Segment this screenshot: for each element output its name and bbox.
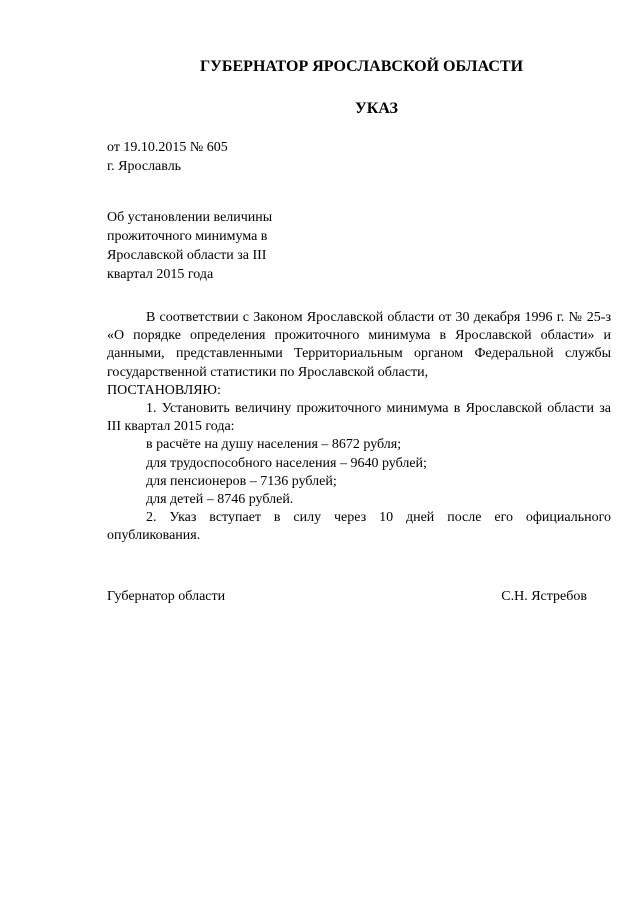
value-working-age: для трудоспособного населения – 9640 рублей; <box>146 455 427 471</box>
value-pensioners: для пенсионеров – 7136 рублей; <box>146 473 337 489</box>
value-children: для детей – 8746 рублей. <box>146 492 294 508</box>
document-meta <box>107 138 228 176</box>
item-1-paragraph: 1. Установить величину прожиточного минимума в Ярославской области за III квартал 2015 года: <box>107 401 611 435</box>
item-2-paragraph: 2. Указ вступает в силу через 10 дней после его официального опубликования. <box>107 510 611 544</box>
city: г. Ярославль <box>107 159 182 174</box>
document-subject: Об установлении величины прожиточного минимума в Ярославской области за III квартал 2015 года <box>107 210 273 282</box>
signatory-name: С.Н. Ястребов <box>501 589 587 604</box>
date-and-number: от 19.10.2015 № 605 <box>107 140 228 155</box>
document-body <box>107 309 611 546</box>
document-type: УКАЗ <box>355 100 398 117</box>
preamble-paragraph: В соответствии с Законом Ярославской области от 30 декабря 1996 г. № 25-з «О порядке определения прожиточного минимума в Ярославской области» и данными, представленными Территориальным органом Федеральной службы государственной статистики по Ярославской области, <box>107 310 611 380</box>
value-per-capita: в расчёте на душу населения – 8672 рубля; <box>146 437 402 453</box>
resolve-line: ПОСТАНОВЛЯЮ: <box>107 382 221 398</box>
signatory-position: Губернатор области <box>107 589 226 604</box>
issuing-authority: ГУБЕРНАТОР ЯРОСЛАВСКОЙ ОБЛАСТИ <box>200 58 524 75</box>
